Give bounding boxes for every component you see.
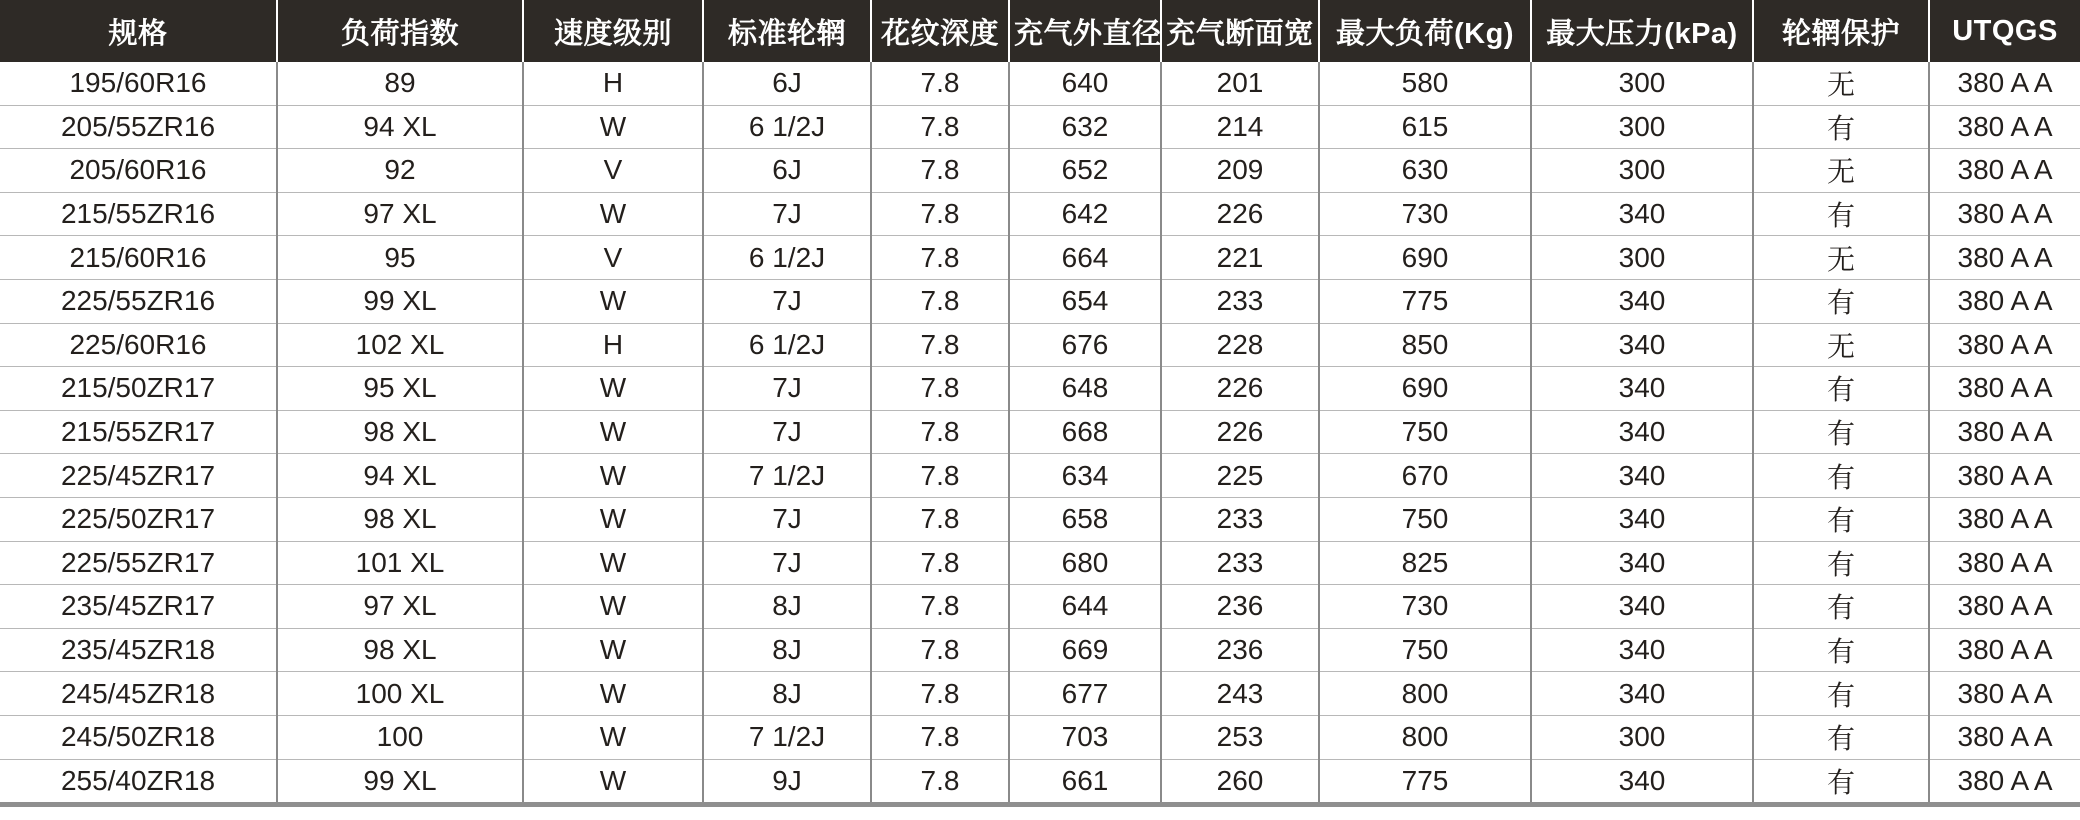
cell-speed-rating: W [523, 585, 703, 629]
cell-speed-rating: W [523, 367, 703, 411]
cell-speed-rating: W [523, 541, 703, 585]
cell-speed-rating: W [523, 759, 703, 802]
cell-tread-depth: 7.8 [871, 367, 1009, 411]
cell-max-load: 850 [1319, 323, 1531, 367]
cell-max-load: 670 [1319, 454, 1531, 498]
cell-max-pressure: 340 [1531, 323, 1753, 367]
column-header-max-load: 最大负荷(Kg) [1319, 0, 1531, 62]
cell-standard-rim: 6J [703, 62, 871, 105]
cell-speed-rating: W [523, 192, 703, 236]
cell-max-load: 800 [1319, 715, 1531, 759]
cell-load-index: 94 XL [277, 105, 523, 149]
cell-rim-protection: 有 [1753, 672, 1929, 716]
column-header-max-pressure: 最大压力(kPa) [1531, 0, 1753, 62]
table-body [0, 62, 2080, 802]
cell-utqgs: 380 A A [1929, 585, 2080, 629]
cell-outer-diameter: 652 [1009, 149, 1161, 193]
cell-load-index: 98 XL [277, 410, 523, 454]
cell-tread-depth: 7.8 [871, 672, 1009, 716]
cell-standard-rim: 8J [703, 585, 871, 629]
cell-load-index: 98 XL [277, 497, 523, 541]
cell-load-index: 95 XL [277, 367, 523, 411]
cell-utqgs: 380 A A [1929, 192, 2080, 236]
table-row [0, 541, 2080, 585]
cell-utqgs: 380 A A [1929, 497, 2080, 541]
cell-utqgs: 380 A A [1929, 541, 2080, 585]
cell-speed-rating: W [523, 454, 703, 498]
cell-outer-diameter: 640 [1009, 62, 1161, 105]
column-header-speed-rating: 速度级别 [523, 0, 703, 62]
cell-tread-depth: 7.8 [871, 628, 1009, 672]
cell-size: 245/45ZR18 [0, 672, 277, 716]
cell-utqgs: 380 A A [1929, 367, 2080, 411]
cell-load-index: 97 XL [277, 585, 523, 629]
cell-speed-rating: W [523, 105, 703, 149]
cell-max-load: 750 [1319, 410, 1531, 454]
cell-max-load: 775 [1319, 759, 1531, 802]
cell-size: 225/50ZR17 [0, 497, 277, 541]
cell-outer-diameter: 677 [1009, 672, 1161, 716]
cell-outer-diameter: 644 [1009, 585, 1161, 629]
cell-speed-rating: W [523, 279, 703, 323]
cell-max-load: 750 [1319, 497, 1531, 541]
table-row [0, 410, 2080, 454]
cell-utqgs: 380 A A [1929, 715, 2080, 759]
table-row [0, 585, 2080, 629]
cell-section-width: 228 [1161, 323, 1319, 367]
table-row [0, 454, 2080, 498]
cell-load-index: 98 XL [277, 628, 523, 672]
cell-max-pressure: 340 [1531, 585, 1753, 629]
cell-max-pressure: 300 [1531, 105, 1753, 149]
cell-max-load: 750 [1319, 628, 1531, 672]
table-row [0, 236, 2080, 280]
table-header [0, 0, 2080, 62]
cell-outer-diameter: 664 [1009, 236, 1161, 280]
cell-section-width: 236 [1161, 585, 1319, 629]
cell-standard-rim: 7J [703, 192, 871, 236]
cell-load-index: 99 XL [277, 759, 523, 802]
cell-standard-rim: 6 1/2J [703, 105, 871, 149]
cell-utqgs: 380 A A [1929, 628, 2080, 672]
cell-max-load: 630 [1319, 149, 1531, 193]
cell-load-index: 97 XL [277, 192, 523, 236]
column-header-inflated-outer-diameter: 充气外直径 [1009, 0, 1161, 62]
cell-max-pressure: 340 [1531, 672, 1753, 716]
cell-section-width: 225 [1161, 454, 1319, 498]
table-row [0, 323, 2080, 367]
column-header-size: 规格 [0, 0, 277, 62]
cell-standard-rim: 7J [703, 367, 871, 411]
cell-size: 245/50ZR18 [0, 715, 277, 759]
cell-tread-depth: 7.8 [871, 105, 1009, 149]
cell-rim-protection: 有 [1753, 497, 1929, 541]
cell-outer-diameter: 658 [1009, 497, 1161, 541]
cell-speed-rating: W [523, 715, 703, 759]
cell-rim-protection: 无 [1753, 236, 1929, 280]
table-row [0, 105, 2080, 149]
cell-tread-depth: 7.8 [871, 279, 1009, 323]
table-row [0, 62, 2080, 105]
cell-tread-depth: 7.8 [871, 454, 1009, 498]
column-header-utqgs: UTQGS [1929, 0, 2080, 62]
cell-outer-diameter: 648 [1009, 367, 1161, 411]
table-row [0, 279, 2080, 323]
cell-rim-protection: 有 [1753, 541, 1929, 585]
cell-rim-protection: 有 [1753, 192, 1929, 236]
cell-utqgs: 380 A A [1929, 759, 2080, 802]
cell-section-width: 243 [1161, 672, 1319, 716]
cell-utqgs: 380 A A [1929, 279, 2080, 323]
cell-rim-protection: 无 [1753, 62, 1929, 105]
cell-speed-rating: V [523, 149, 703, 193]
cell-load-index: 95 [277, 236, 523, 280]
cell-size: 225/60R16 [0, 323, 277, 367]
cell-tread-depth: 7.8 [871, 323, 1009, 367]
cell-utqgs: 380 A A [1929, 672, 2080, 716]
cell-standard-rim: 7 1/2J [703, 454, 871, 498]
cell-max-pressure: 340 [1531, 367, 1753, 411]
cell-outer-diameter: 654 [1009, 279, 1161, 323]
cell-standard-rim: 9J [703, 759, 871, 802]
cell-section-width: 233 [1161, 541, 1319, 585]
cell-section-width: 209 [1161, 149, 1319, 193]
table-row [0, 759, 2080, 802]
cell-section-width: 233 [1161, 497, 1319, 541]
cell-max-pressure: 340 [1531, 279, 1753, 323]
cell-max-load: 615 [1319, 105, 1531, 149]
cell-standard-rim: 6 1/2J [703, 236, 871, 280]
column-header-rim-protection: 轮辋保护 [1753, 0, 1929, 62]
cell-speed-rating: V [523, 236, 703, 280]
cell-load-index: 101 XL [277, 541, 523, 585]
cell-size: 225/55ZR16 [0, 279, 277, 323]
cell-load-index: 100 XL [277, 672, 523, 716]
cell-speed-rating: W [523, 672, 703, 716]
cell-load-index: 92 [277, 149, 523, 193]
cell-tread-depth: 7.8 [871, 62, 1009, 105]
cell-section-width: 201 [1161, 62, 1319, 105]
cell-rim-protection: 有 [1753, 410, 1929, 454]
cell-section-width: 226 [1161, 192, 1319, 236]
cell-size: 215/55ZR16 [0, 192, 277, 236]
cell-section-width: 221 [1161, 236, 1319, 280]
cell-max-pressure: 340 [1531, 759, 1753, 802]
cell-load-index: 89 [277, 62, 523, 105]
cell-max-load: 800 [1319, 672, 1531, 716]
column-header-tread-depth: 花纹深度 [871, 0, 1009, 62]
cell-load-index: 102 XL [277, 323, 523, 367]
cell-tread-depth: 7.8 [871, 541, 1009, 585]
cell-speed-rating: H [523, 62, 703, 105]
table-header-row [0, 0, 2080, 62]
cell-standard-rim: 6 1/2J [703, 323, 871, 367]
cell-standard-rim: 7J [703, 279, 871, 323]
cell-outer-diameter: 703 [1009, 715, 1161, 759]
cell-section-width: 214 [1161, 105, 1319, 149]
cell-size: 205/60R16 [0, 149, 277, 193]
cell-rim-protection: 无 [1753, 323, 1929, 367]
cell-outer-diameter: 668 [1009, 410, 1161, 454]
cell-max-pressure: 340 [1531, 192, 1753, 236]
cell-max-pressure: 340 [1531, 454, 1753, 498]
cell-standard-rim: 8J [703, 628, 871, 672]
cell-max-load: 690 [1319, 367, 1531, 411]
cell-outer-diameter: 669 [1009, 628, 1161, 672]
cell-standard-rim: 7J [703, 497, 871, 541]
cell-max-pressure: 340 [1531, 410, 1753, 454]
cell-tread-depth: 7.8 [871, 192, 1009, 236]
cell-utqgs: 380 A A [1929, 410, 2080, 454]
cell-rim-protection: 有 [1753, 628, 1929, 672]
cell-max-pressure: 300 [1531, 149, 1753, 193]
cell-speed-rating: H [523, 323, 703, 367]
cell-max-pressure: 300 [1531, 62, 1753, 105]
cell-tread-depth: 7.8 [871, 410, 1009, 454]
cell-utqgs: 380 A A [1929, 323, 2080, 367]
cell-rim-protection: 无 [1753, 149, 1929, 193]
cell-max-load: 730 [1319, 585, 1531, 629]
cell-rim-protection: 有 [1753, 454, 1929, 498]
cell-utqgs: 380 A A [1929, 105, 2080, 149]
cell-tread-depth: 7.8 [871, 715, 1009, 759]
cell-section-width: 226 [1161, 410, 1319, 454]
cell-speed-rating: W [523, 410, 703, 454]
cell-size: 255/40ZR18 [0, 759, 277, 802]
cell-outer-diameter: 661 [1009, 759, 1161, 802]
cell-max-pressure: 340 [1531, 541, 1753, 585]
cell-tread-depth: 7.8 [871, 759, 1009, 802]
cell-load-index: 100 [277, 715, 523, 759]
table-row [0, 497, 2080, 541]
cell-max-load: 690 [1319, 236, 1531, 280]
table-row [0, 367, 2080, 411]
cell-section-width: 236 [1161, 628, 1319, 672]
cell-max-pressure: 340 [1531, 628, 1753, 672]
cell-utqgs: 380 A A [1929, 454, 2080, 498]
cell-rim-protection: 有 [1753, 279, 1929, 323]
cell-size: 195/60R16 [0, 62, 277, 105]
cell-size: 215/60R16 [0, 236, 277, 280]
cell-standard-rim: 6J [703, 149, 871, 193]
cell-outer-diameter: 634 [1009, 454, 1161, 498]
table-bottom-rule [0, 802, 2080, 807]
cell-standard-rim: 7J [703, 541, 871, 585]
cell-size: 235/45ZR17 [0, 585, 277, 629]
cell-size: 225/45ZR17 [0, 454, 277, 498]
cell-size: 215/55ZR17 [0, 410, 277, 454]
cell-rim-protection: 有 [1753, 585, 1929, 629]
cell-section-width: 226 [1161, 367, 1319, 411]
cell-speed-rating: W [523, 497, 703, 541]
cell-tread-depth: 7.8 [871, 497, 1009, 541]
cell-size: 225/55ZR17 [0, 541, 277, 585]
cell-tread-depth: 7.8 [871, 149, 1009, 193]
cell-outer-diameter: 680 [1009, 541, 1161, 585]
cell-max-pressure: 300 [1531, 236, 1753, 280]
cell-speed-rating: W [523, 628, 703, 672]
cell-size: 235/45ZR18 [0, 628, 277, 672]
cell-size: 215/50ZR17 [0, 367, 277, 411]
cell-max-pressure: 300 [1531, 715, 1753, 759]
cell-utqgs: 380 A A [1929, 62, 2080, 105]
cell-standard-rim: 8J [703, 672, 871, 716]
cell-load-index: 94 XL [277, 454, 523, 498]
table-row [0, 628, 2080, 672]
cell-utqgs: 380 A A [1929, 149, 2080, 193]
cell-rim-protection: 有 [1753, 759, 1929, 802]
cell-tread-depth: 7.8 [871, 585, 1009, 629]
table-row [0, 715, 2080, 759]
cell-max-load: 775 [1319, 279, 1531, 323]
column-header-load-index: 负荷指数 [277, 0, 523, 62]
cell-section-width: 233 [1161, 279, 1319, 323]
cell-size: 205/55ZR16 [0, 105, 277, 149]
table-row [0, 149, 2080, 193]
column-header-inflated-section-width: 充气断面宽 [1161, 0, 1319, 62]
cell-load-index: 99 XL [277, 279, 523, 323]
cell-tread-depth: 7.8 [871, 236, 1009, 280]
cell-max-load: 580 [1319, 62, 1531, 105]
cell-rim-protection: 有 [1753, 715, 1929, 759]
cell-max-load: 825 [1319, 541, 1531, 585]
cell-standard-rim: 7 1/2J [703, 715, 871, 759]
cell-max-load: 730 [1319, 192, 1531, 236]
cell-standard-rim: 7J [703, 410, 871, 454]
column-header-standard-rim: 标准轮辋 [703, 0, 871, 62]
cell-outer-diameter: 642 [1009, 192, 1161, 236]
cell-max-pressure: 340 [1531, 497, 1753, 541]
cell-section-width: 253 [1161, 715, 1319, 759]
cell-rim-protection: 有 [1753, 105, 1929, 149]
cell-outer-diameter: 676 [1009, 323, 1161, 367]
table-row [0, 672, 2080, 716]
cell-rim-protection: 有 [1753, 367, 1929, 411]
cell-outer-diameter: 632 [1009, 105, 1161, 149]
cell-utqgs: 380 A A [1929, 236, 2080, 280]
cell-section-width: 260 [1161, 759, 1319, 802]
table-row [0, 192, 2080, 236]
